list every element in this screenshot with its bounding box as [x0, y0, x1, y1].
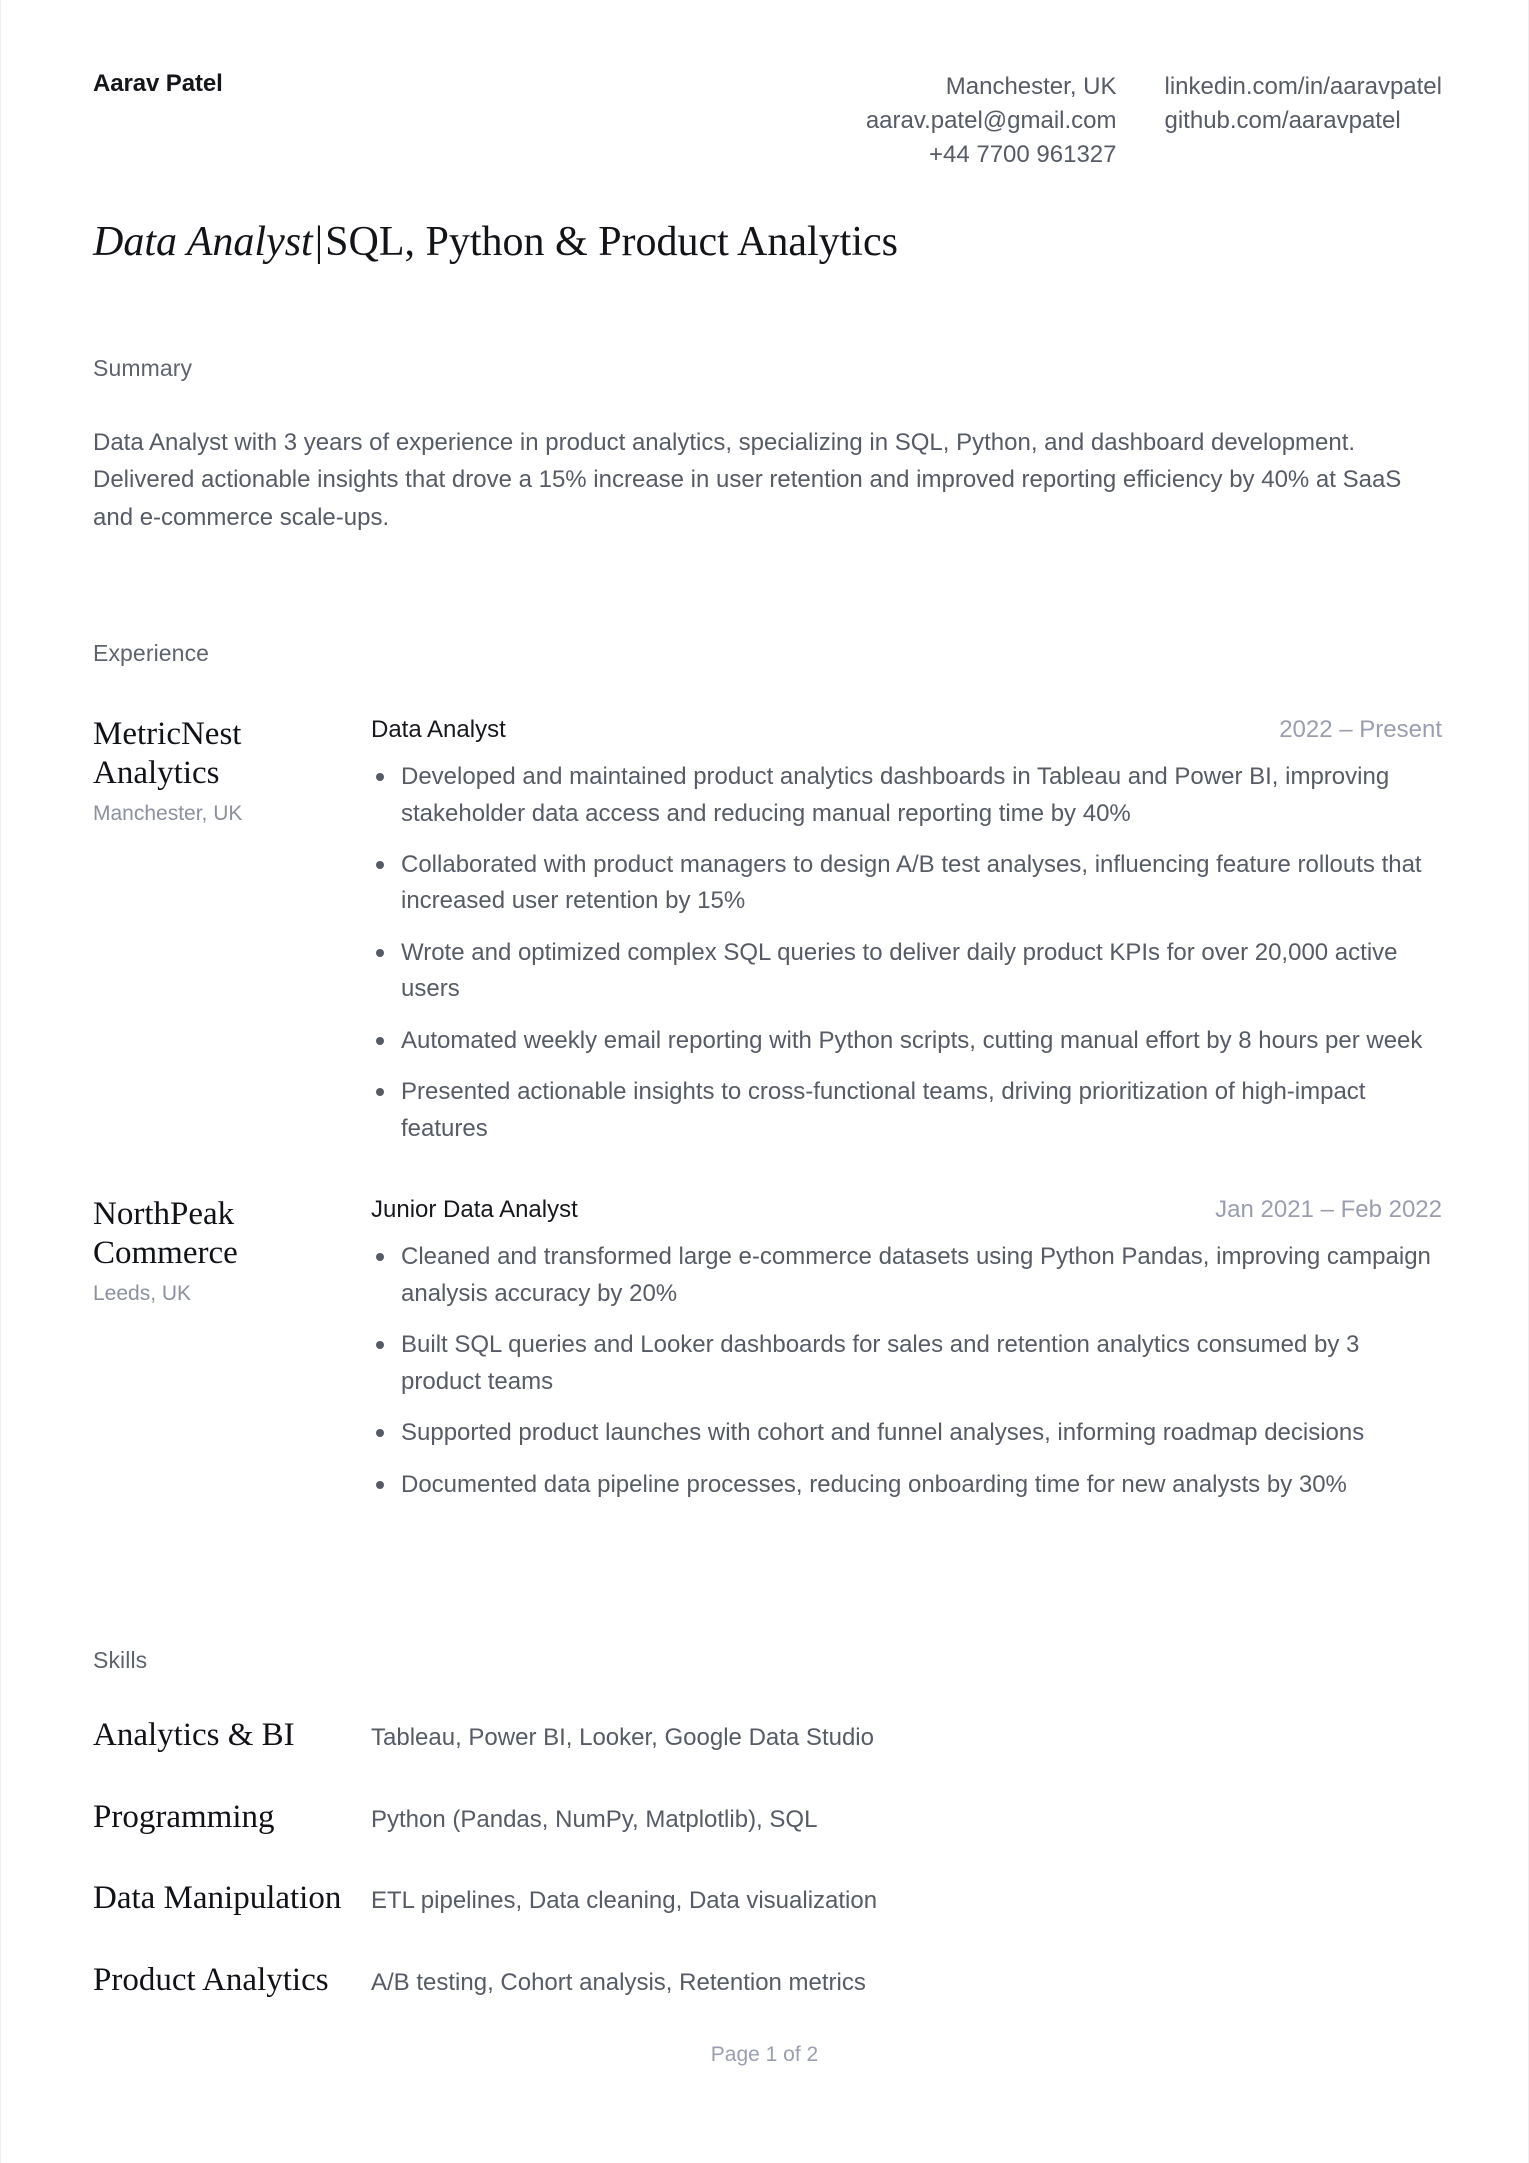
role-bullet-text: Wrote and optimized complex SQL queries to deliver daily product KPIs for over 20,000 active users [401, 938, 1398, 1003]
experience-entry-detail-block [371, 715, 1442, 1147]
company-location: Manchester, UK [93, 801, 243, 825]
contact-phone[interactable]: +44 7700 961327 [928, 141, 1117, 169]
skill-category-label: Programming [93, 1798, 275, 1835]
role-date-range: 2022 – Present [1279, 716, 1442, 744]
role-bullet-item [371, 1023, 1442, 1059]
skill-row [93, 1961, 1442, 2001]
experience-entry [93, 715, 1442, 1147]
role-bullet-item [371, 1239, 1442, 1312]
skill-value-text: Tableau, Power BI, Looker, Google Data Studio [371, 1724, 874, 1752]
contact-github-link[interactable]: github.com/aaravpatel [1164, 107, 1401, 135]
role-bullet-item [371, 1327, 1442, 1400]
skill-value-text: ETL pipelines, Data cleaning, Data visualization [371, 1887, 878, 1915]
role-bullet-item [371, 759, 1442, 832]
skill-value-text: Python (Pandas, NumPy, Matplotlib), SQL [371, 1805, 818, 1833]
experience-entry-company-block [93, 1195, 371, 1503]
role-bullet-item [371, 847, 1442, 920]
bullet-dot-icon [376, 1341, 384, 1349]
bullet-dot-icon [376, 1037, 384, 1045]
headline-separator: | [314, 219, 324, 266]
contact-linkedin-link[interactable]: linkedin.com/in/aaravpatel [1164, 73, 1442, 100]
role-bullet-item [371, 1415, 1442, 1451]
skill-category-label: Product Analytics [93, 1961, 329, 1998]
headline-role: Data Analyst [93, 219, 313, 266]
skills-row-list [93, 1716, 1442, 2000]
role-bullet-text: Documented data pipeline processes, reducing onboarding time for new analysts by 30% [401, 1470, 1347, 1498]
role-bullet-list [371, 1239, 1442, 1503]
role-bullet-item [371, 1074, 1442, 1147]
skills-section [93, 1647, 1442, 2000]
skill-row [93, 1716, 1442, 1756]
skill-value-text: A/B testing, Cohort analysis, Retention metrics [371, 1968, 866, 1996]
experience-entry-detail-block [371, 1195, 1442, 1503]
experience-entry [93, 1195, 1442, 1503]
role-row [371, 1195, 1442, 1225]
resume-header [93, 62, 1442, 172]
experience-entry-company-block [93, 715, 371, 1147]
company-name: MetricNest Analytics [93, 716, 242, 791]
summary-section [93, 355, 1442, 536]
page-footer [1, 2043, 1528, 2067]
experience-section-title: Experience [93, 640, 210, 667]
contact-block [866, 70, 1442, 172]
resume-headline [93, 216, 1442, 269]
company-location: Leeds, UK [93, 1282, 192, 1306]
role-bullet-text: Supported product launches with cohort and funnel analyses, informing roadmap decisions [401, 1419, 1365, 1447]
page-number-label: Page 1 of 2 [710, 2043, 819, 2066]
contact-email[interactable]: aarav.patel@gmail.com [865, 107, 1117, 135]
role-bullet-item [371, 935, 1442, 1008]
bullet-dot-icon [376, 861, 384, 869]
role-title: Data Analyst [371, 716, 506, 744]
contact-location: Manchester, UK [945, 73, 1117, 100]
role-bullet-text: Developed and maintained product analytics dashboards in Tableau and Power BI, improving stakeholder data access and reducing manual reporting time by 40% [401, 763, 1390, 827]
summary-section-title: Summary [93, 354, 193, 381]
bullet-dot-icon [376, 1429, 384, 1437]
role-bullet-text: Presented actionable insights to cross-functional teams, driving prioritization of high-impact features [401, 1078, 1366, 1142]
role-title: Junior Data Analyst [371, 1196, 578, 1224]
skill-row [93, 1879, 1442, 1919]
role-bullet-text: Cleaned and transformed large e-commerce datasets using Python Pandas, improving campaign analysis accuracy by 20% [401, 1243, 1431, 1307]
contact-column-primary [866, 70, 1117, 172]
role-row [371, 715, 1442, 745]
experience-entry-list [93, 715, 1442, 1503]
role-bullet-text: Automated weekly email reporting with Python scripts, cutting manual effort by 8 hours per week [401, 1026, 1423, 1054]
experience-section [93, 640, 1442, 1503]
role-bullet-text: Built SQL queries and Looker dashboards for sales and retention analytics consumed by 3 product teams [401, 1331, 1360, 1395]
bullet-dot-icon [376, 1253, 384, 1261]
company-name: NorthPeak Commerce [93, 1196, 238, 1272]
role-bullet-text: Collaborated with product managers to design A/B test analyses, influencing feature rollouts that increased user retention by 15% [401, 850, 1422, 915]
bullet-dot-icon [376, 1088, 384, 1096]
skill-category-label: Analytics & BI [93, 1717, 295, 1754]
role-bullet-item [371, 1467, 1442, 1503]
skill-category-label: Data Manipulation [93, 1880, 342, 1917]
contact-column-links [1165, 70, 1443, 138]
candidate-name: Aarav Patel [93, 70, 223, 97]
role-date-range: Jan 2021 – Feb 2022 [1215, 1196, 1442, 1224]
skills-section-title: Skills [93, 1647, 148, 1674]
bullet-dot-icon [376, 1481, 384, 1489]
skill-row [93, 1798, 1442, 1838]
bullet-dot-icon [376, 773, 384, 781]
bullet-dot-icon [376, 949, 384, 957]
headline-specialties: SQL, Python & Product Analytics [325, 219, 899, 266]
summary-text: Data Analyst with 3 years of experience in product analytics, specializing in SQL, Python, and dashboard development. Delivered actionable insights that drove a 15% increase in user retention and improved reporting efficiency by 40% at SaaS and e-commerce scale-ups. [93, 428, 1402, 531]
role-bullet-list [371, 759, 1442, 1147]
